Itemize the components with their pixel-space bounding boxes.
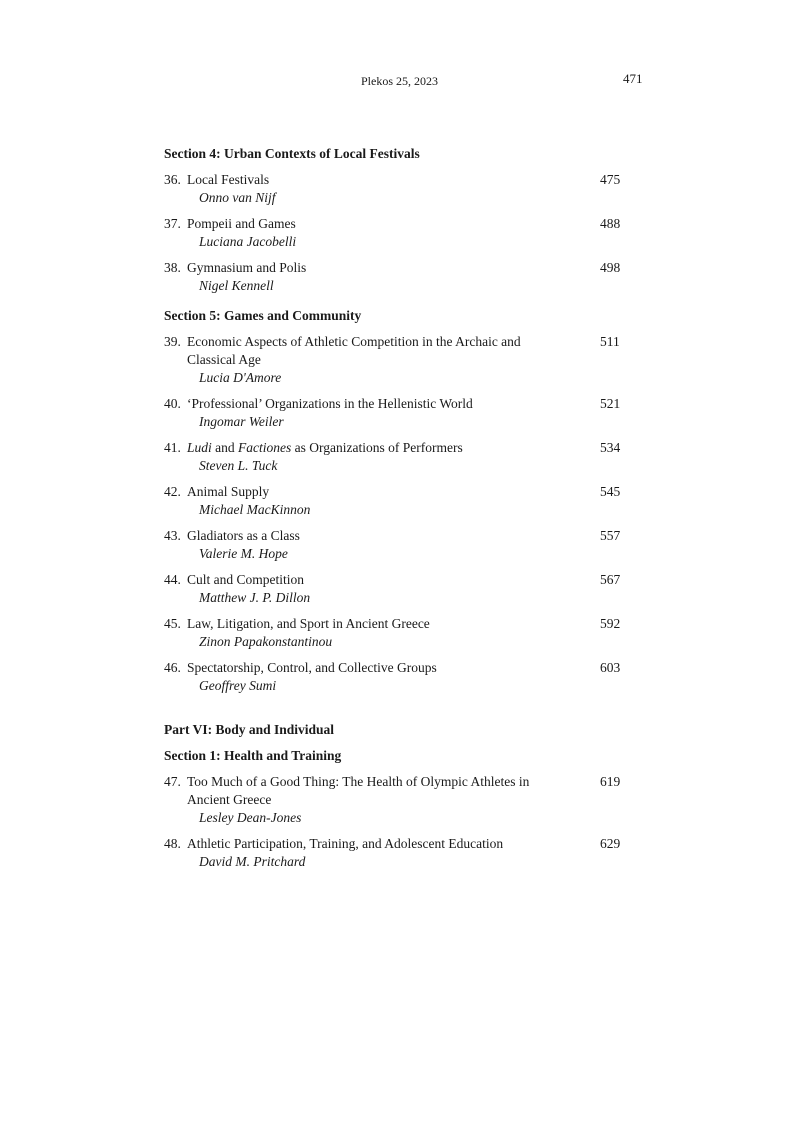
toc-entry — [164, 483, 624, 519]
entry-author: Lucia D'Amore — [199, 370, 282, 385]
entry-number: 46. — [164, 660, 181, 675]
entry-author: David M. Pritchard — [199, 854, 306, 869]
toc-entry — [164, 333, 624, 387]
entry-page: 603 — [600, 660, 621, 675]
entry-page: 475 — [600, 172, 621, 187]
title-rest: as Organizations of Performers — [291, 440, 463, 455]
entry-page: 534 — [600, 440, 621, 455]
entry-number: 37. — [164, 216, 181, 231]
entry-title: ‘Professional’ Organizations in the Hellenistic World — [187, 396, 473, 411]
toc-entry — [164, 171, 624, 207]
toc-entry — [164, 527, 624, 563]
entry-number: 47. — [164, 774, 181, 789]
entry-title: Economic Aspects of Athletic Competition in the Archaic and Classical Age — [187, 334, 521, 367]
toc-entry — [164, 571, 624, 607]
title-italic-factiones: Factiones — [238, 440, 292, 455]
table-of-contents — [164, 145, 624, 879]
entry-author: Valerie M. Hope — [199, 546, 288, 561]
toc-entry — [164, 259, 624, 295]
entry-author: Michael MacKinnon — [199, 502, 311, 517]
part-heading: Part VI: Body and Individual — [164, 722, 335, 737]
title-italic-ludi: Ludi — [187, 440, 212, 455]
entry-page: 592 — [600, 616, 621, 631]
entry-title: Gladiators as a Class — [187, 528, 300, 543]
entry-author: Geoffrey Sumi — [199, 678, 277, 693]
toc-entry — [164, 659, 624, 695]
entry-author: Ingomar Weiler — [199, 414, 284, 429]
entry-title: Animal Supply — [187, 484, 270, 499]
entry-author: Onno van Nijf — [199, 190, 276, 205]
entry-number: 36. — [164, 172, 181, 187]
entry-title: Athletic Participation, Training, and Adolescent Education — [187, 836, 504, 851]
entry-number: 44. — [164, 572, 181, 587]
entry-page: 619 — [600, 774, 621, 789]
entry-number: 43. — [164, 528, 181, 543]
entry-title: Too Much of a Good Thing: The Health of Olympic Athletes in Ancient Greece — [187, 774, 530, 807]
entry-author: Lesley Dean-Jones — [199, 810, 302, 825]
entry-number: 48. — [164, 836, 181, 851]
section-heading: Section 4: Urban Contexts of Local Festivals — [164, 146, 420, 161]
entry-title: Spectatorship, Control, and Collective Groups — [187, 660, 437, 675]
entry-page: 511 — [600, 334, 620, 349]
entry-number: 41. — [164, 440, 181, 455]
section-heading: Section 1: Health and Training — [164, 748, 342, 763]
entry-page: 498 — [600, 260, 621, 275]
entry-page: 488 — [600, 216, 621, 231]
entry-author: Zinon Papakonstantinou — [199, 634, 333, 649]
section-heading: Section 5: Games and Community — [164, 308, 362, 323]
toc-entry — [164, 615, 624, 651]
entry-title: Law, Litigation, and Sport in Ancient Greece — [187, 616, 430, 631]
entry-page: 557 — [600, 528, 621, 543]
entry-page: 521 — [600, 396, 621, 411]
running-head: Plekos 25, 2023 — [360, 74, 438, 88]
entry-author: Luciana Jacobelli — [199, 234, 297, 249]
toc-entry — [164, 215, 624, 251]
entry-number: 45. — [164, 616, 181, 631]
entry-title: Local Festivals — [187, 172, 270, 187]
entry-page: 545 — [600, 484, 621, 499]
entry-number: 40. — [164, 396, 181, 411]
title-connector: and — [211, 440, 239, 455]
entry-author: Nigel Kennell — [199, 278, 274, 293]
toc-entry — [164, 395, 624, 431]
entry-author: Steven L. Tuck — [199, 458, 278, 473]
entry-title: Cult and Competition — [187, 572, 304, 587]
entry-author: Matthew J. P. Dillon — [199, 590, 311, 605]
entry-title: Gymnasium and Polis — [187, 260, 307, 275]
entry-number: 38. — [164, 260, 181, 275]
entry-page: 629 — [600, 836, 621, 851]
entry-title — [187, 439, 572, 457]
page-number: 471 — [623, 71, 643, 86]
toc-entry — [164, 439, 624, 475]
entry-title: Pompeii and Games — [187, 216, 296, 231]
entry-number: 39. — [164, 334, 181, 349]
entry-number: 42. — [164, 484, 181, 499]
entry-page: 567 — [600, 572, 621, 587]
toc-entry — [164, 773, 624, 827]
toc-entry — [164, 835, 624, 871]
